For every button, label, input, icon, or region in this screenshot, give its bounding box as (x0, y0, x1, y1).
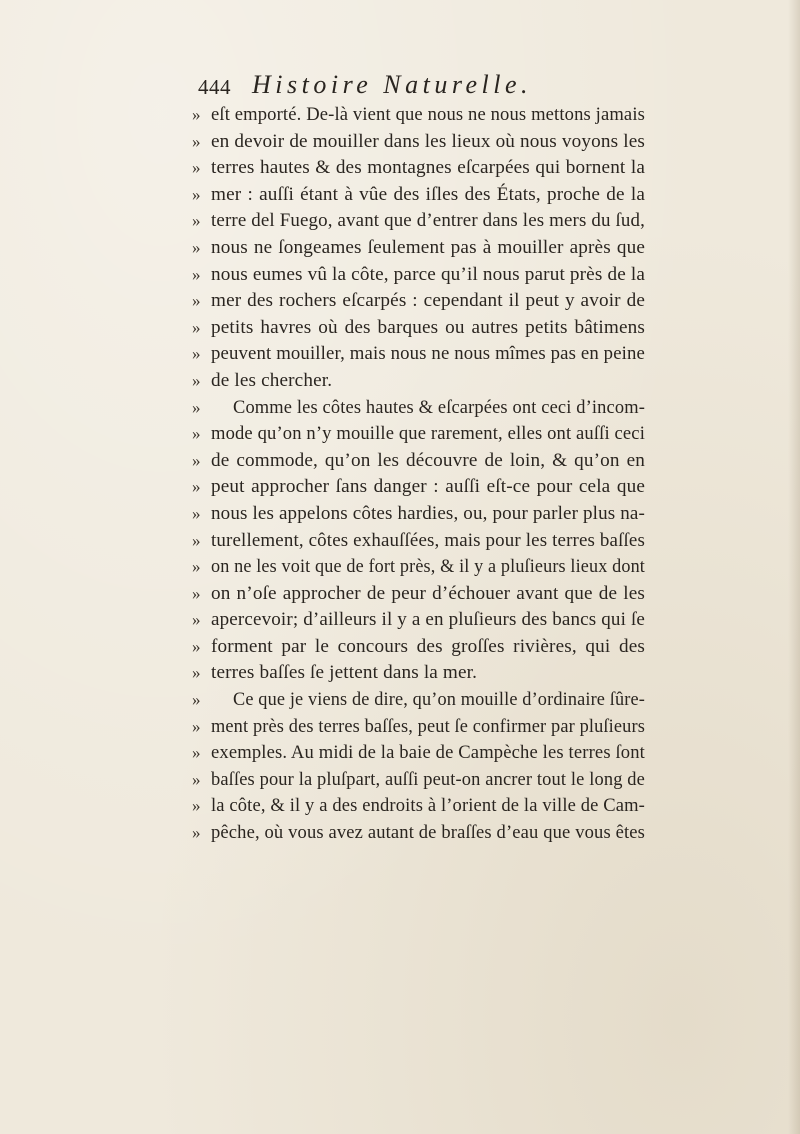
line-text: Ce que je viens de dire, qu’on mouille d’ordinaire ſûre- (233, 689, 645, 711)
line-text: petits havres où des barques ou autres petits bâtimens (211, 316, 645, 338)
line-text: peut approcher ſans danger : auſſi eſt-ce pour cela que (211, 476, 645, 498)
line-text: mode qu’on n’y mouille que rarement, elles ont auſſi ceci (211, 423, 645, 445)
text-line (0, 528, 800, 555)
quotation-mark: » (192, 291, 201, 311)
quotation-mark: » (192, 344, 201, 364)
text-line (0, 660, 800, 687)
text-line (0, 262, 800, 289)
quotation-mark: » (192, 264, 201, 284)
quotation-mark: » (192, 397, 201, 417)
text-line (0, 129, 800, 156)
line-text: terres hautes & des montagnes eſcarpées qui bornent la (211, 157, 645, 179)
line-text: on n’oſe approcher de peur d’échouer avant que de les (211, 582, 645, 604)
line-text: en devoir de mouiller dans les lieux où nous voyons les (211, 130, 645, 152)
line-text: nous ne ſongeames ſeulement pas à mouiller après que (211, 236, 645, 258)
line-text: terre del Fuego, avant que d’entrer dans les mers du ſud, (211, 210, 645, 232)
text-line (0, 368, 800, 395)
quotation-mark: » (192, 796, 201, 816)
text-line (0, 208, 800, 235)
quotation-mark: » (192, 184, 201, 204)
quotation-mark: » (192, 105, 201, 124)
quotation-mark: » (192, 690, 201, 710)
line-text: de les chercher. (211, 369, 333, 391)
text-line (0, 421, 800, 448)
text-line (0, 607, 800, 634)
quotation-mark: » (192, 530, 201, 550)
page-number: 444 (198, 75, 231, 99)
text-line (0, 155, 800, 182)
quotation-mark: » (192, 503, 201, 523)
quotation-mark: » (192, 743, 201, 763)
quotation-mark: » (192, 477, 201, 497)
text-line (0, 474, 800, 501)
quotation-mark: » (192, 583, 201, 603)
quotation-mark: » (192, 610, 201, 630)
text-line (0, 740, 800, 767)
line-text: Comme les côtes hautes & eſcarpées ont ceci d’incom- (233, 396, 645, 418)
text-line (0, 634, 800, 661)
text-line (0, 102, 800, 129)
page-header (198, 70, 648, 104)
line-text: eſt emporté. De-là vient que nous ne nous mettons jamais (211, 104, 645, 125)
text-line (0, 687, 800, 714)
text-line (0, 288, 800, 315)
quotation-mark: » (192, 317, 201, 337)
line-text: terres baſſes ſe jettent dans la mer. (211, 662, 478, 684)
text-line (0, 820, 800, 847)
quotation-mark: » (192, 663, 201, 683)
line-text: mer des rochers eſcarpés : cependant il peut y avoir de (211, 290, 645, 312)
line-text: de commode, qu’on les découvre de loin, & qu’on en (211, 449, 645, 471)
line-text: nous les appelons côtes hardies, ou, pour parler plus na- (211, 502, 645, 524)
quotation-mark: » (192, 769, 201, 789)
quotation-mark: » (192, 636, 201, 656)
line-text: ment près des terres baſſes, peut ſe confirmer par pluſieurs (211, 715, 645, 737)
text-line (0, 767, 800, 794)
quotation-mark: » (192, 237, 201, 257)
quotation-mark: » (192, 450, 201, 470)
text-line (0, 793, 800, 820)
quotation-mark: » (192, 716, 201, 736)
text-line (0, 501, 800, 528)
quotation-mark: » (192, 424, 201, 444)
quotation-mark: » (192, 370, 201, 390)
text-line (0, 395, 800, 422)
text-line (0, 235, 800, 262)
line-text: pêche, où vous avez autant de braſſes d’eau que vous êtes (211, 822, 645, 844)
line-text: exemples. Au midi de la baie de Campèche les terres ſont (211, 742, 645, 764)
line-text: nous eumes vû la côte, parce qu’il nous parut près de la (211, 263, 645, 285)
quotation-mark: » (192, 211, 201, 231)
line-text: peuvent mouiller, mais nous ne nous mîmes pas en peine (211, 343, 645, 365)
quotation-mark: » (192, 557, 201, 577)
line-text: mer : auſſi étant à vûe des iſles des États, proche de la (211, 183, 645, 205)
running-title: Histoire Naturelle. (252, 70, 533, 99)
line-text: on ne les voit que de fort près, & il y a pluſieurs lieux dont (211, 556, 645, 578)
text-line (0, 714, 800, 741)
quotation-mark: » (192, 823, 201, 843)
line-text: turellement, côtes exhauſſées, mais pour les terres baſſes (211, 529, 645, 551)
quotation-mark: » (192, 158, 201, 178)
line-text: apercevoir; d’ailleurs il y a en pluſieurs des bancs qui ſe (211, 609, 645, 631)
text-line (0, 554, 800, 581)
text-line (0, 448, 800, 475)
text-line (0, 341, 800, 368)
body-text (0, 102, 800, 847)
line-text: la côte, & il y a des endroits à l’orient de la ville de Cam- (211, 795, 645, 817)
text-line (0, 315, 800, 342)
text-line (0, 581, 800, 608)
line-text: forment par le concours des groſſes rivières, qui des (211, 635, 645, 657)
line-text: baſſes pour la pluſpart, auſſi peut-on ancrer tout le long de (211, 768, 645, 790)
text-line (0, 182, 800, 209)
quotation-mark: » (192, 131, 201, 151)
